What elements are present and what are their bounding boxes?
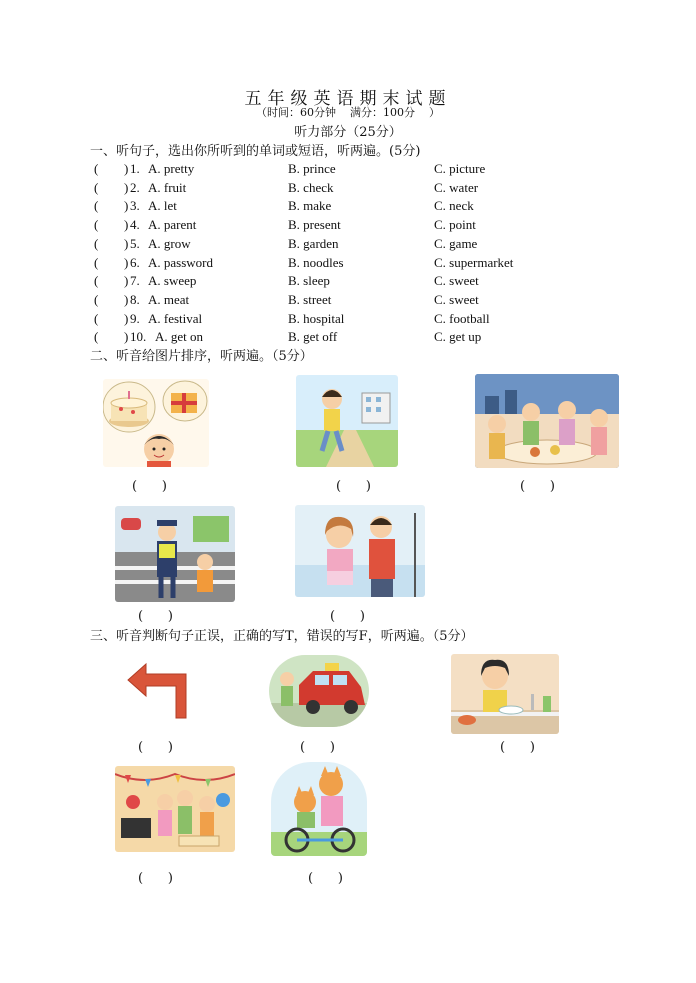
answer-bracket-open[interactable]: (	[94, 235, 99, 251]
question-row	[94, 236, 614, 254]
sick-girl-with-father-picture	[295, 505, 425, 597]
answer-bracket-close[interactable]: )	[124, 235, 129, 251]
family-dinner-picture	[475, 374, 619, 468]
answer-bracket-close[interactable]: )	[124, 291, 129, 307]
question-number: 7.	[130, 273, 140, 289]
option-a: A. sweep	[148, 273, 197, 289]
option-b: B. present	[288, 217, 341, 233]
question-row	[94, 198, 614, 216]
answer-bracket-close[interactable]: )	[124, 179, 129, 195]
option-c: C. point	[434, 217, 476, 233]
birthday-cake-picture	[103, 379, 209, 467]
question-row	[94, 273, 614, 291]
option-c: C. sweet	[434, 291, 479, 307]
answer-bracket-close[interactable]: )	[124, 254, 129, 270]
question-number: 5.	[130, 235, 140, 251]
answer-paren[interactable]: ( )	[500, 740, 535, 755]
question-number: 9.	[130, 310, 140, 326]
section3-instruction: 三、听音判断句子正误，正确的写T，错误的写F，听两遍。（5分）	[90, 629, 474, 644]
option-a: A. fruit	[148, 179, 187, 195]
answer-paren[interactable]: ( )	[138, 871, 173, 886]
option-c: C. neck	[434, 198, 474, 214]
boy-walking-to-school-picture	[296, 375, 398, 467]
answer-bracket-close[interactable]: )	[124, 161, 129, 176]
question-row	[94, 311, 614, 329]
option-b: B. street	[288, 291, 332, 307]
option-a: A. grow	[148, 235, 191, 251]
option-c: C. sweet	[434, 273, 479, 289]
answer-bracket-open[interactable]: (	[94, 161, 99, 176]
option-a: A. meat	[148, 291, 190, 307]
answer-bracket-close[interactable]: )	[124, 273, 129, 289]
answer-bracket-close[interactable]: )	[124, 217, 129, 233]
question-number: 10.	[130, 329, 147, 345]
question-row	[94, 292, 614, 310]
listening-part-heading: 听力部分（25分）	[294, 125, 402, 140]
section2-instruction: 二、听音给图片排序，听两遍。（5分）	[90, 349, 313, 364]
answer-paren[interactable]: ( )	[330, 609, 365, 624]
exam-info: （时间：60分钟 满分：100分 ）	[256, 106, 440, 119]
option-a: A. let	[148, 198, 177, 214]
answer-bracket-open[interactable]: (	[94, 198, 99, 214]
answer-paren[interactable]: ( )	[132, 479, 167, 494]
answer-paren[interactable]: ( )	[138, 740, 173, 755]
question-row	[94, 180, 614, 198]
question-number: 8.	[130, 291, 140, 307]
answer-paren[interactable]: ( )	[520, 479, 555, 494]
turn-left-arrow-picture	[124, 660, 194, 720]
option-b: B. make	[288, 198, 332, 214]
cats-riding-bike-picture	[271, 762, 367, 856]
page-title: 五年级英语期末试题	[244, 89, 452, 109]
answer-bracket-open[interactable]: (	[94, 179, 99, 195]
option-c: C. supermarket	[434, 254, 514, 270]
option-a: A. festival	[148, 310, 203, 326]
party-celebration-picture	[115, 766, 235, 852]
option-a: A. parent	[148, 217, 197, 233]
answer-paren[interactable]: ( )	[336, 479, 371, 494]
answer-bracket-open[interactable]: (	[94, 273, 99, 289]
option-b: B. garden	[288, 235, 339, 251]
question-row	[94, 255, 614, 273]
girl-washing-dishes-picture	[451, 654, 559, 734]
answer-bracket-close[interactable]: )	[124, 329, 129, 345]
question-row	[94, 161, 614, 179]
option-b: B. get off	[288, 329, 338, 345]
answer-bracket-close[interactable]: )	[124, 198, 129, 214]
answer-bracket-open[interactable]: (	[94, 254, 99, 270]
option-b: B. hospital	[288, 310, 345, 326]
question-number: 1.	[130, 161, 140, 176]
question-number: 3.	[130, 198, 140, 214]
answer-paren[interactable]: ( )	[308, 871, 343, 886]
option-c: C. picture	[434, 161, 486, 176]
question-row	[94, 217, 614, 235]
question-number: 4.	[130, 217, 140, 233]
option-c: C. football	[434, 310, 490, 326]
option-a: A. password	[148, 254, 213, 270]
answer-bracket-open[interactable]: (	[94, 291, 99, 307]
option-c: C. game	[434, 235, 478, 251]
option-c: C. water	[434, 179, 479, 195]
option-a: A. get on	[155, 329, 204, 345]
question-number: 2.	[130, 179, 140, 195]
option-c: C. get up	[434, 329, 482, 345]
question-number: 6.	[130, 254, 140, 270]
answer-bracket-close[interactable]: )	[124, 310, 129, 326]
option-a: A. pretty	[148, 161, 195, 176]
option-b: B. check	[288, 179, 334, 195]
option-b: B. noodles	[288, 254, 344, 270]
answer-bracket-open[interactable]: (	[94, 329, 99, 345]
police-officer-crossing-picture	[115, 506, 235, 602]
option-b: B. prince	[288, 161, 336, 176]
section1-instruction: 一、听句子，选出你所听到的单词或短语，听两遍。(5分)	[90, 144, 421, 159]
option-b: B. sleep	[288, 273, 330, 289]
answer-paren[interactable]: ( )	[300, 740, 335, 755]
answer-bracket-open[interactable]: (	[94, 310, 99, 326]
answer-paren[interactable]: ( )	[138, 609, 173, 624]
answer-bracket-open[interactable]: (	[94, 217, 99, 233]
red-taxi-picture	[269, 655, 369, 727]
